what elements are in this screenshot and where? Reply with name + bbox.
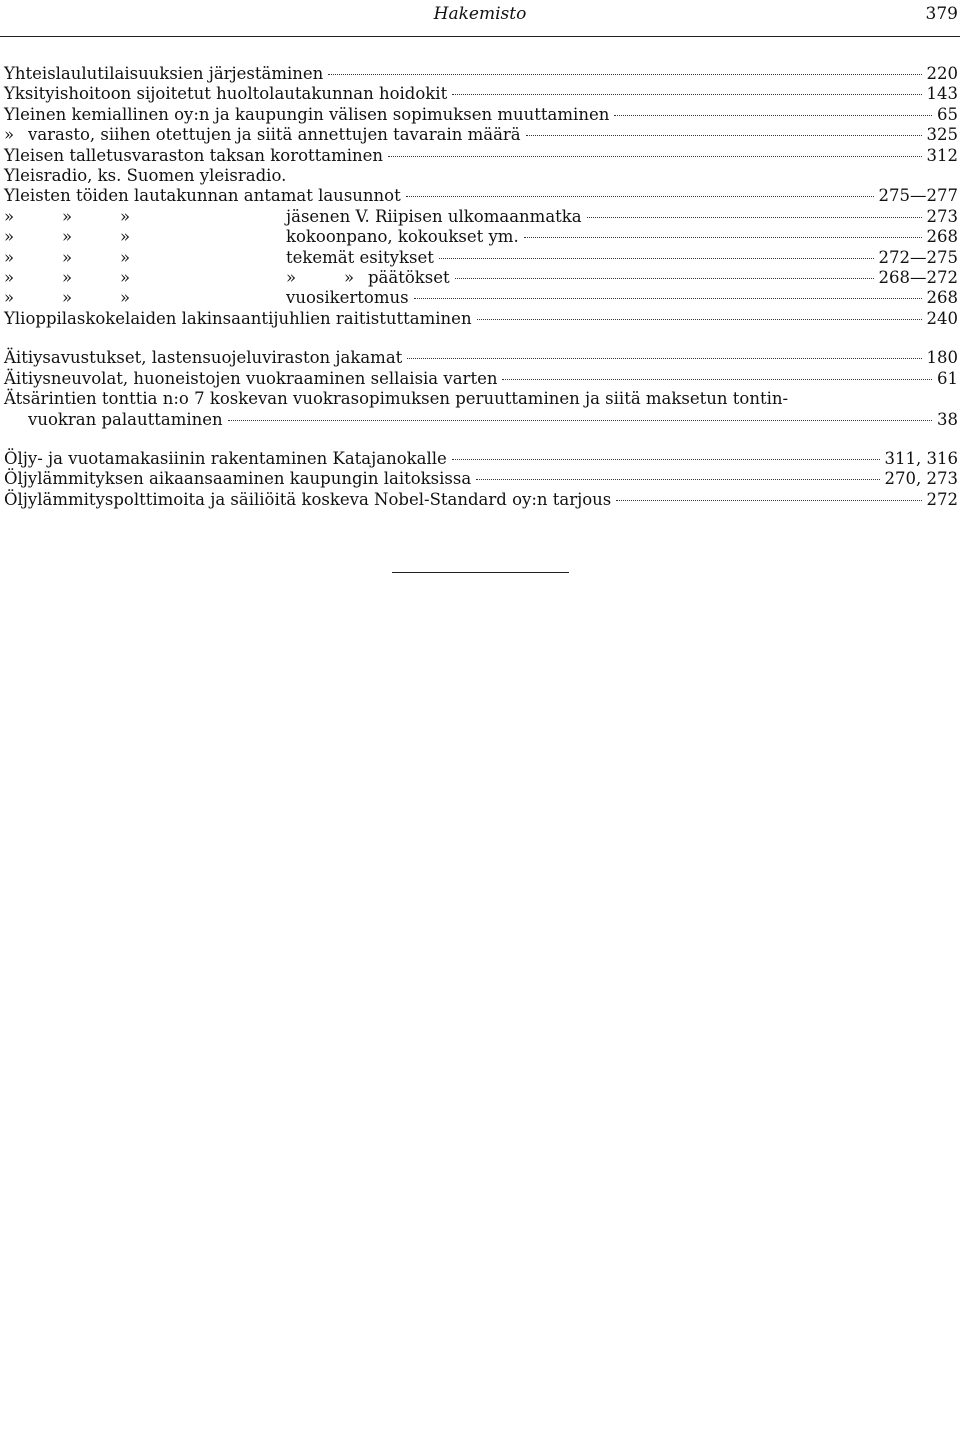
index-list <box>4 64 958 510</box>
leader-dots <box>616 500 921 501</box>
leader-dots <box>328 74 921 75</box>
leader-dots <box>414 298 922 299</box>
index-entry <box>4 146 958 166</box>
entry-page: 325 <box>926 125 958 145</box>
index-entry <box>4 309 958 329</box>
leader-dots <box>406 196 874 197</box>
entry-text: Yksityishoitoon sijoitetut huoltolautakunnan hoidokit <box>4 84 448 104</box>
index-entry <box>4 469 958 489</box>
entry-page: 311, 316 <box>884 448 958 468</box>
ditto-mark: » <box>62 227 73 247</box>
entry-page: 272 <box>926 489 958 509</box>
leader-dots <box>407 358 921 359</box>
entry-text: Ätsärintien tonttia n:o 7 koskevan vuokrasopimuksen peruuttaminen ja siitä maksetun tontin- <box>4 389 789 409</box>
entry-text: Öljy- ja vuotamakasiinin rakentaminen Katajanokalle <box>4 448 447 468</box>
leader-dots <box>452 459 880 460</box>
entry-text: Äitiysavustukset, lastensuojeluviraston jakamat <box>4 348 403 368</box>
leader-dots <box>477 319 922 320</box>
ditto-mark: » <box>120 206 131 226</box>
leader-dots <box>614 115 932 116</box>
entry-page: 61 <box>937 368 958 388</box>
end-rule <box>392 572 569 573</box>
entry-page: 268 <box>926 227 958 247</box>
entry-text: Yleinen kemiallinen oy:n ja kaupungin välisen sopimuksen muuttaminen <box>4 104 610 124</box>
entry-text: Öljylämmityspolttimoita ja säiliöitä koskeva Nobel-Standard oy:n tarjous <box>4 489 612 509</box>
leader-dots <box>502 379 932 380</box>
entry-page: 275—277 <box>878 186 958 206</box>
leader-dots <box>476 479 879 480</box>
index-entry <box>4 84 958 104</box>
index-entry <box>4 64 958 84</box>
entry-text: Yleisten töiden lautakunnan antamat lausunnot <box>4 186 401 206</box>
ditto-mark: » <box>4 125 15 145</box>
leader-dots <box>587 217 922 218</box>
entry-page: 240 <box>926 308 958 328</box>
entry-text: päätökset <box>368 268 450 288</box>
index-entry <box>4 186 958 206</box>
entry-text: Öljylämmityksen aikaansaaminen kaupungin laitoksissa <box>4 469 472 489</box>
page-number: 379 <box>925 4 958 24</box>
entry-text: Yleisradio, ks. Suomen yleisradio. <box>4 166 287 186</box>
entry-page: 38 <box>937 409 958 429</box>
ditto-mark: » <box>62 268 73 288</box>
ditto-mark: » <box>4 268 15 288</box>
index-entry <box>4 449 958 469</box>
entry-text: Yleisen talletusvaraston taksan korottaminen <box>4 145 384 165</box>
entry-text: tekemät esitykset <box>286 247 434 267</box>
entry-text: Äitiysneuvolat, huoneistojen vuokraaminen sellaisia varten <box>4 368 498 388</box>
ditto-mark: » <box>4 247 15 267</box>
ditto-mark: » <box>344 268 355 288</box>
index-entry <box>4 490 958 510</box>
leader-dots <box>228 420 932 421</box>
index-entry <box>4 105 958 125</box>
ditto-mark: » <box>62 206 73 226</box>
entry-page: 270, 273 <box>884 469 958 489</box>
entry-page: 268—272 <box>878 268 958 288</box>
ditto-mark: » <box>120 247 131 267</box>
ditto-mark: » <box>4 206 15 226</box>
entry-text: vuosikertomus <box>286 288 409 308</box>
index-entry-continuation <box>4 410 958 430</box>
ditto-mark: » <box>62 288 73 308</box>
leader-dots <box>524 237 922 238</box>
running-title: Hakemisto <box>433 4 527 24</box>
ditto-mark: » <box>120 268 131 288</box>
index-entry <box>4 248 958 268</box>
leader-dots <box>455 278 874 279</box>
entry-page: 180 <box>926 348 958 368</box>
ditto-mark: » <box>120 227 131 247</box>
index-entry <box>4 348 958 368</box>
leader-dots <box>526 135 922 136</box>
entry-text: jäsenen V. Riipisen ulkomaanmatka <box>286 206 582 226</box>
entry-text: vuokran palauttaminen <box>28 409 223 429</box>
ditto-mark: » <box>4 288 15 308</box>
entry-page: 273 <box>926 206 958 226</box>
entry-text: Ylioppilaskokelaiden lakinsaantijuhlien raitistuttaminen <box>4 308 472 328</box>
ditto-mark: » <box>62 247 73 267</box>
section-gap <box>4 329 958 348</box>
index-entry <box>4 268 958 288</box>
leader-dots <box>439 258 874 259</box>
entry-page: 272—275 <box>878 247 958 267</box>
ditto-mark: » <box>120 288 131 308</box>
entry-page: 220 <box>926 64 958 83</box>
ditto-mark: » <box>4 227 15 247</box>
index-entry <box>4 207 958 227</box>
entry-text: varasto, siihen otettujen ja siitä annettujen tavarain määrä <box>28 125 521 145</box>
index-entry <box>4 369 958 389</box>
page-header <box>0 0 960 37</box>
entry-text: Yhteislaulutilaisuuksien järjestäminen <box>4 64 324 83</box>
index-entry <box>4 288 958 308</box>
entry-page: 65 <box>937 104 958 124</box>
entry-text: kokoonpano, kokoukset ym. <box>286 227 519 247</box>
leader-dots <box>388 156 921 157</box>
ditto-mark: » <box>286 268 297 288</box>
entry-page: 268 <box>926 288 958 308</box>
section-gap <box>4 430 958 449</box>
index-entry <box>4 227 958 247</box>
index-entry <box>4 389 958 409</box>
entry-page: 312 <box>926 145 958 165</box>
index-entry <box>4 166 958 186</box>
index-entry <box>4 125 958 145</box>
leader-dots <box>452 94 921 95</box>
entry-page: 143 <box>926 84 958 104</box>
